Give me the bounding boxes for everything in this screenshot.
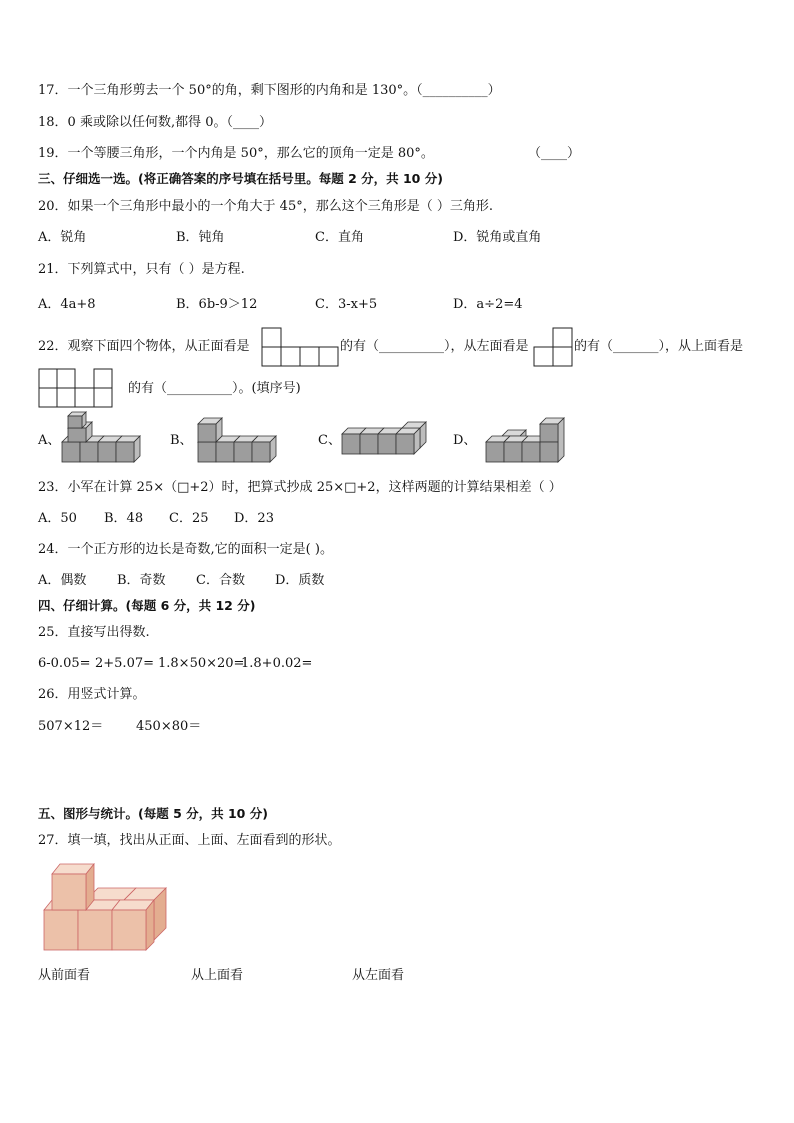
question-22-part2: 的有（__________），从左面看是 bbox=[340, 339, 529, 354]
question-22-part3: 的有（_______），从上面看是 bbox=[574, 339, 744, 354]
q23-option-c: C．25 bbox=[169, 511, 209, 526]
q23-option-a: A．50 bbox=[38, 511, 77, 526]
q27-view-left: 从左面看 bbox=[352, 968, 405, 983]
q20-option-c: C．直角 bbox=[315, 230, 364, 245]
q25-item-2: 2+5.07= bbox=[95, 656, 155, 671]
section-3-title: 三、仔细选一选。(将正确答案的序号填在括号里。每题 2 分，共 10 分) bbox=[38, 171, 443, 186]
q21-option-d: D．a÷2=4 bbox=[453, 297, 523, 312]
q22-figure-c bbox=[338, 420, 434, 460]
q26-item-2: 450×80＝ bbox=[136, 719, 202, 734]
q22-figure-b bbox=[192, 414, 287, 466]
q23-option-d: D．23 bbox=[234, 511, 274, 526]
q22-label-d: D、 bbox=[453, 433, 477, 448]
question-22-part1: 22．观察下面四个物体，从正面看是 bbox=[38, 339, 250, 354]
q26-item-1: 507×12＝ bbox=[38, 719, 104, 734]
top-view-shape bbox=[38, 368, 114, 408]
q24-option-a: A．偶数 bbox=[38, 573, 87, 588]
q22-label-a: A、 bbox=[38, 433, 61, 448]
q27-cube-figure bbox=[42, 862, 172, 954]
q20-option-a: A．锐角 bbox=[38, 230, 87, 245]
q27-view-front: 从前面看 bbox=[38, 968, 91, 983]
question-26: 26．用竖式计算。 bbox=[38, 687, 146, 702]
q22-label-c: C、 bbox=[318, 433, 341, 448]
q22-figure-a bbox=[58, 410, 148, 466]
q24-option-b: B．奇数 bbox=[117, 573, 166, 588]
q24-option-d: D．质数 bbox=[275, 573, 325, 588]
question-22-part4: 的有（__________）。(填序号) bbox=[128, 381, 301, 396]
q20-option-b: B．钝角 bbox=[176, 230, 225, 245]
q21-option-b: B．6b-9＞12 bbox=[176, 297, 258, 312]
question-27: 27．填一填，找出从正面、上面、左面看到的形状。 bbox=[38, 833, 341, 848]
section-4-title: 四、仔细计算。(每题 6 分，共 12 分) bbox=[38, 598, 256, 613]
q27-view-top: 从上面看 bbox=[191, 968, 244, 983]
q20-option-d: D．锐角或直角 bbox=[453, 230, 542, 245]
q25-item-1: 6-0.05= bbox=[38, 656, 91, 671]
question-24: 24．一个正方形的边长是奇数,它的面积一定是( )。 bbox=[38, 542, 333, 557]
section-5-title: 五、图形与统计。(每题 5 分，共 10 分) bbox=[38, 806, 268, 821]
question-19-blank: （____） bbox=[528, 146, 581, 161]
q21-option-c: C．3-x+5 bbox=[315, 297, 378, 312]
question-18: 18．0 乘或除以任何数,都得 0。（____） bbox=[38, 115, 272, 130]
question-23: 23．小军在计算 25×（□+2）时，把算式抄成 25×□+2，这样两题的计算结果相差（ ） bbox=[38, 480, 562, 495]
question-17: 17．一个三角形剪去一个 50°的角，剩下图形的内角和是 130°。（__________） bbox=[38, 83, 501, 98]
q22-label-b: B、 bbox=[170, 433, 193, 448]
question-25: 25．直接写出得数. bbox=[38, 625, 150, 640]
question-21: 21．下列算式中，只有（ ）是方程. bbox=[38, 262, 245, 277]
q25-item-3: 1.8×50×20= bbox=[158, 656, 245, 671]
q22-figure-d bbox=[482, 414, 574, 466]
q21-option-a: A．4a+8 bbox=[38, 297, 96, 312]
question-19: 19．一个等腰三角形，一个内角是 50°，那么它的顶角一定是 80°。 bbox=[38, 146, 434, 161]
q25-item-4: 1.8+0.02= bbox=[241, 656, 313, 671]
q24-option-c: C．合数 bbox=[196, 573, 245, 588]
left-view-shape bbox=[533, 327, 573, 367]
front-view-shape bbox=[261, 327, 339, 367]
question-20: 20．如果一个三角形中最小的一个角大于 45°，那么这个三角形是（ ）三角形. bbox=[38, 199, 493, 214]
q23-option-b: B．48 bbox=[104, 511, 144, 526]
